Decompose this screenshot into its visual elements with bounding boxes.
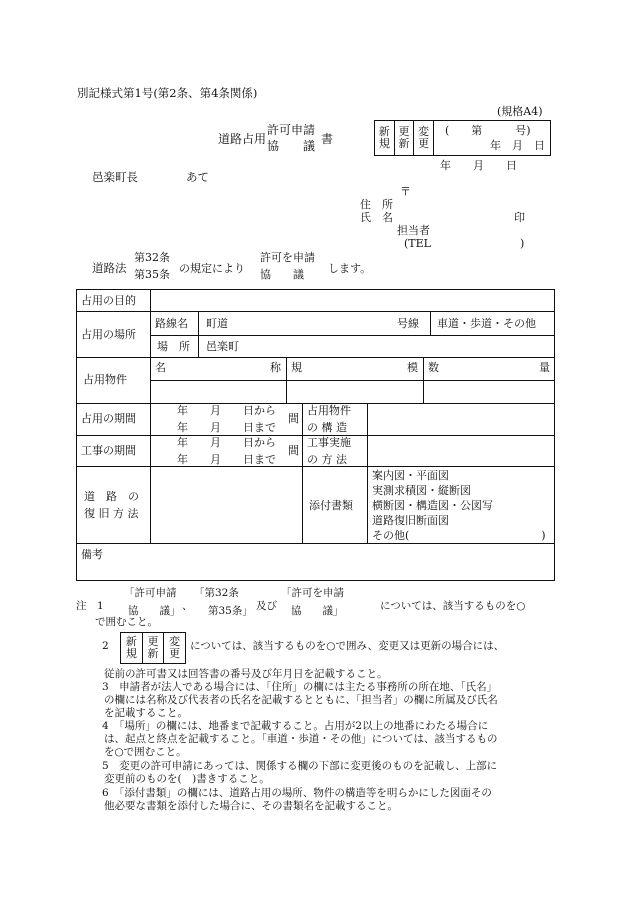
work-period-label: 工事の期間 <box>81 444 136 457</box>
title-suffix: 書 <box>321 132 334 146</box>
form-number: 別記様式第1号(第2条、第4条関係) <box>77 86 258 100</box>
remarks-label: 備考 <box>81 548 103 561</box>
period-from[interactable]: 年 月 日から <box>177 404 276 417</box>
previous-number-date: 年 月 日 <box>490 139 545 152</box>
size-spec: (規格A4) <box>497 105 543 118</box>
postal-mark: 〒 <box>400 185 411 198</box>
object-label: 占用物件 <box>83 373 127 386</box>
addressee-town: 邑楽町長 <box>92 170 138 184</box>
period-to[interactable]: 年 月 日まで <box>177 421 276 434</box>
addressee-ate: あて <box>186 170 209 184</box>
attach-label: 添付書類 <box>309 499 353 512</box>
work-period-dates[interactable] <box>177 437 276 465</box>
attach-item[interactable]: 道路復旧断面図 <box>372 514 449 527</box>
note-2-type-boxes: 新 規 更 新 変 更 <box>120 632 186 664</box>
name-label: 氏 名 <box>360 211 393 224</box>
article-32: 第32条 <box>134 251 170 264</box>
note-2-num: 2 <box>102 640 109 652</box>
purpose-label: 占用の目的 <box>81 294 136 307</box>
address-label: 住 所 <box>360 198 393 211</box>
note-1-q2: 「第32条 第35条」 <box>194 587 253 617</box>
note-1-prefix: 注 1 <box>76 600 104 612</box>
tel-label: (TEL <box>404 237 431 250</box>
attach-list <box>372 468 546 543</box>
location-label: 場 所 <box>157 340 190 353</box>
col-name-header: 名 称 <box>155 361 281 374</box>
work-period-to[interactable]: 年 月 日まで <box>177 453 276 466</box>
contact-label: 担当者 <box>397 224 430 237</box>
application-date[interactable]: 年 月 日 <box>440 159 517 172</box>
tel-close: ) <box>520 237 525 250</box>
note-3-line3: を記載すること。 <box>104 707 188 719</box>
note-1-tail: については、該当するものを○ <box>380 600 526 612</box>
statement-middle: の規定により <box>179 262 245 275</box>
statement-apply <box>260 252 320 280</box>
note-3-line1: 3 申請者が法人である場合には、「住所」の欄には主たる事務所の所在地、「氏名」 <box>102 681 498 693</box>
location-value[interactable]: 邑楽町 <box>206 340 239 353</box>
note-2-tail: については、該当するものを○で囲み、変更又は更新の場合には、 <box>190 640 505 652</box>
col-scale-header: 規 模 <box>291 361 418 374</box>
purpose-field[interactable] <box>152 291 552 309</box>
period-dates[interactable] <box>177 405 276 433</box>
attach-item[interactable]: 案内図・平面図 <box>372 469 449 482</box>
type-box-renew[interactable]: 更 新 <box>395 121 415 155</box>
type-box-change[interactable]: 変 更 <box>418 124 430 150</box>
note-6-line2: 他必要な書類を添付した場合に、その書類名を記載すること。 <box>104 800 398 812</box>
note-2-line2: 従前の許可書又は回答書の番号及び年月日を記載すること。 <box>104 668 388 680</box>
article-35: 第35条 <box>134 268 170 281</box>
route-number[interactable]: 号線 <box>397 317 419 330</box>
note-6-line1: 6 「添付書類」の欄には、道路占用の場所、物件の構造等を明らかにした図面その <box>102 787 492 799</box>
type-box-group <box>374 120 434 156</box>
road-type[interactable]: 車道・歩道・その他 <box>437 317 536 330</box>
attach-item[interactable]: 実測求積図・縦断図 <box>372 484 471 497</box>
note-1-q3: 「許可を申請 協 議」 <box>281 587 344 617</box>
work-period-from[interactable]: 年 月 日から <box>177 436 276 449</box>
seal-mark: 印 <box>514 211 525 224</box>
route-label: 路線名 <box>155 317 188 330</box>
work-method-label: 工事実施 の 方 法 <box>307 436 351 466</box>
statement-end: します。 <box>328 262 372 275</box>
title-bottom: 協 議 <box>267 139 316 153</box>
note-5-line2: 変更前のものを( )書きすること。 <box>104 773 270 785</box>
note-5-line1: 5 変更の許可申請にあっては、関係する欄の下部に変更後のものを記載し、上部に <box>102 760 498 772</box>
apply-top: 許可を申請 <box>260 251 315 264</box>
attach-item[interactable]: 横断図・構造図・公図写 <box>372 499 493 512</box>
apply-bottom: 協 議 <box>260 268 304 281</box>
type-box-new[interactable]: 新 規 <box>375 121 395 155</box>
period-kan: 間 <box>288 412 299 425</box>
note-1-q1: 「許可申請 協 議」 <box>124 587 181 617</box>
title-prefix: 道路占用 <box>218 132 267 146</box>
note-4-line3: を○で囲むこと。 <box>104 746 187 758</box>
place-label: 占用の場所 <box>81 328 136 341</box>
title-stack <box>267 124 319 152</box>
title-top: 許可申請 <box>267 123 316 137</box>
restore-method-label: 道 路 の 復 旧 方 法 <box>84 490 139 520</box>
attach-item[interactable]: その他( ) <box>372 529 546 542</box>
note-4-line1: 4 「場所」の欄には、地番まで記載すること。占用が2以上の地番にわたる場合に <box>102 720 489 732</box>
previous-number-line: ( 第 号) <box>445 124 531 137</box>
note-4-line2: は、起点と終点を記載すること。「車道・歩道・その他」については、該当するもの <box>104 733 498 745</box>
work-period-kan: 間 <box>288 444 299 457</box>
note-3-line2: の欄には名称及び代表者の氏名を記載するとともに、「担当者」の欄に所属及び氏名 <box>104 694 498 706</box>
route-value[interactable]: 町道 <box>206 317 228 330</box>
note-1-sep: 、 <box>182 600 193 612</box>
period-label: 占用の期間 <box>81 412 136 425</box>
col-qty-header: 数 量 <box>428 361 550 374</box>
statement-articles <box>134 252 170 280</box>
note-1-and: 及び <box>256 600 277 612</box>
structure-label: 占用物件 の 構 造 <box>307 404 351 434</box>
statement-law: 道路法 <box>92 261 127 275</box>
note-1-line2: で囲むこと。 <box>95 616 158 628</box>
